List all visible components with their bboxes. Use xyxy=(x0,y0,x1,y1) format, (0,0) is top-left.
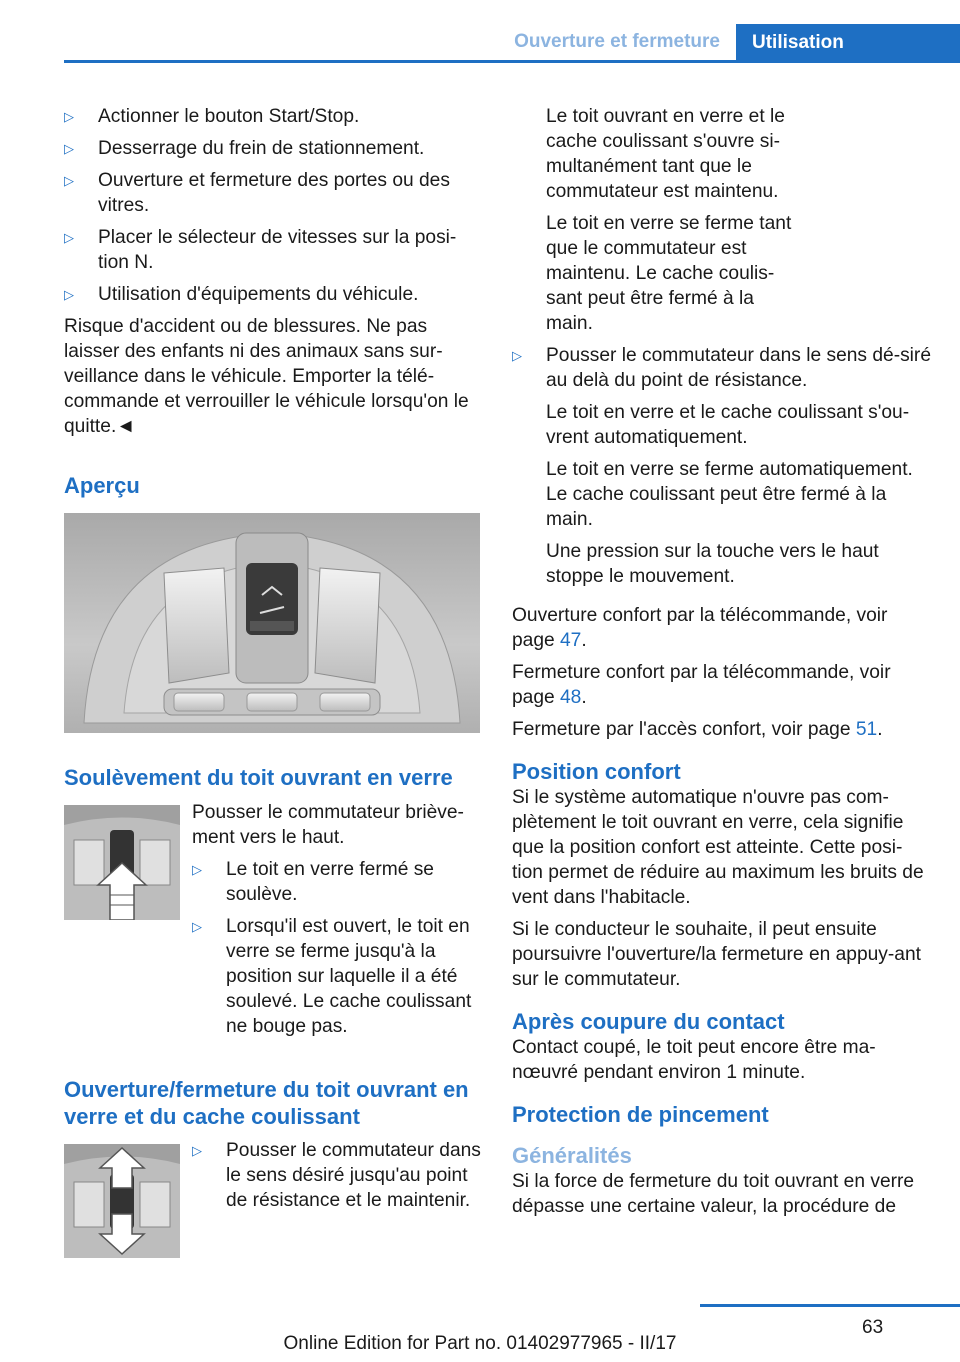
soulevement-body xyxy=(192,800,482,1046)
triangle-bullet-icon: ▷ xyxy=(512,348,522,363)
bullet-open-close-hold: ▷ Pousser le commutateur dans le sens désiré jusqu'au point de résistance et le maintenir. xyxy=(192,1140,481,1211)
page-number: 63 xyxy=(862,1317,884,1338)
cont-open-simultaneous: Le toit ouvrant en verre et le cache coulissant s'ouvre si‐multanément tant que le commutateur est maintenu. xyxy=(546,106,785,202)
triangle-bullet-icon: ▷ xyxy=(64,109,74,124)
confort-open-remote: Ouverture confort par la télécommande, voir page 47. xyxy=(512,605,888,651)
cont-auto-close: Le toit en verre se ferme automatiquement. Le cache coulissant peut être fermé à la main. xyxy=(546,459,913,530)
triangle-bullet-icon: ▷ xyxy=(192,862,202,877)
footer-rule xyxy=(700,1304,960,1307)
bullet-start-stop: ▷ Actionner le bouton Start/Stop. xyxy=(64,106,360,127)
bullet-beyond-resistance: ▷ Pousser le commutateur dans le sens dé‐siré au delà du point de résistance. xyxy=(512,345,931,391)
header-section-title: Ouverture et fermeture xyxy=(514,31,720,52)
cont-stop: Une pression sur la touche vers le haut stoppe le mouvement. xyxy=(546,541,879,587)
triangle-bullet-icon: ▷ xyxy=(192,919,202,934)
left-column xyxy=(64,104,480,446)
apres-coupure-text: Contact coupé, le toit peut encore être ma‐nœuvré pendant environ 1 minute. xyxy=(512,1037,876,1083)
triangle-bullet-icon: ▷ xyxy=(64,141,74,156)
page-link-48[interactable]: 48 xyxy=(560,687,582,708)
cont-close-hold: Le toit en verre se ferme tant que le commutateur est maintenu. Le cache coulis‐sant peut être fermé à la main. xyxy=(546,213,792,334)
ouverture-body xyxy=(192,1138,482,1220)
overhead-console-image xyxy=(64,513,480,733)
warning-text: Risque d'accident ou de blessures. Ne pas laisser des enfants ni des animaux sans sur‐veillance dans le véhicule. Emporter la télé‐commande et verrouiller le véhicule lorsqu'on le quitte.◄ xyxy=(64,316,469,437)
confort-close-remote: Fermeture confort par la télécommande, voir page 48. xyxy=(512,662,891,708)
bullet-parking-brake: ▷ Desserrage du frein de stationnement. xyxy=(64,138,425,159)
apres-coupure-heading: Après coupure du contact xyxy=(512,1009,785,1034)
ouverture-heading: Ouverture/fermeture du toit ouvrant en verre et du cache coulissant xyxy=(64,1077,469,1129)
bullet-tilt-raise: ▷ Le toit en verre fermé se soulève. xyxy=(192,859,434,905)
bullet-doors-windows: ▷ Ouverture et fermeture des portes ou des vitres. xyxy=(64,170,450,216)
triangle-bullet-icon: ▷ xyxy=(64,173,74,188)
edition-footer: Online Edition for Part no. 01402977965 - II/17 xyxy=(283,1333,677,1354)
soulevement-intro: Pousser le commutateur briève‐ment vers le haut. xyxy=(192,802,464,848)
generalites-heading: Généralités xyxy=(512,1143,632,1168)
protection-heading: Protection de pincement xyxy=(512,1102,769,1127)
generalites-text: Si la force de fermeture du toit ouvrant en verre dépasse une certaine valeur, la procédure de xyxy=(512,1171,915,1217)
soulevement-heading: Soulèvement du toit ouvrant en verre xyxy=(64,765,453,790)
right-column xyxy=(512,104,932,1226)
apercu-heading: Aperçu xyxy=(64,473,140,498)
triangle-bullet-icon: ▷ xyxy=(64,230,74,245)
switch-open-close-image xyxy=(64,1144,180,1258)
position-confort-heading: Position confort xyxy=(512,759,681,784)
confort-access: Fermeture par l'accès confort, voir page 51. xyxy=(512,719,883,740)
header-tab: Utilisation xyxy=(736,24,960,62)
triangle-bullet-icon: ▷ xyxy=(192,1143,202,1158)
page-link-47[interactable]: 47 xyxy=(560,630,582,651)
bullet-tilt-close: ▷ Lorsqu'il est ouvert, le toit en verre se ferme jusqu'à la position sur laquelle il a été soulevé. Le cache coulissant ne bouge pas. xyxy=(192,916,472,1037)
triangle-bullet-icon: ▷ xyxy=(64,287,74,302)
bullet-equipment: ▷ Utilisation d'équipements du véhicule. xyxy=(64,284,419,305)
position-confort-p2: Si le conducteur le souhaite, il peut ensuite poursuivre l'ouverture/la fermeture en appuy‐ant sur le commutateur. xyxy=(512,919,921,990)
header-rule xyxy=(64,60,960,63)
cont-auto-open: Le toit en verre et le cache coulissant s'ou‐vrent automatiquement. xyxy=(546,402,910,448)
page-link-51[interactable]: 51 xyxy=(855,719,878,740)
switch-tilt-image xyxy=(64,805,180,920)
bullet-gear-selector: ▷ Placer le sélecteur de vitesses sur la posi‐tion N. xyxy=(64,227,457,273)
position-confort-p1: Si le système automatique n'ouvre pas com‐plètement le toit ouvrant en verre, cela signifie que la position confort est atteinte. Cette posi‐tion permet de réduire au maximum les bruits de vent dans l'habitacle. xyxy=(512,787,924,908)
